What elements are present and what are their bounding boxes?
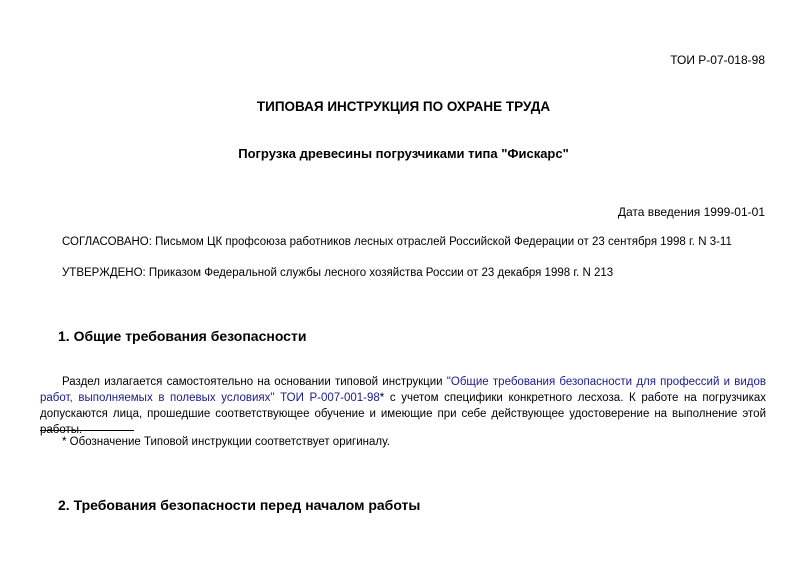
approved-line: УТВЕРЖДЕНО: Приказом Федеральной службы лесного хозяйства России от 23 декабря 1998 г. N 213 xyxy=(62,267,614,279)
instruction-link[interactable]: "Общие требования безопасности для профессий и видов работ, выполняемых в полевых условиях" ТОИ Р-007-001-98 xyxy=(40,376,766,404)
section-1-heading: 1. Общие требования безопасности xyxy=(58,328,307,344)
effective-date: Дата введения 1999-01-01 xyxy=(617,205,765,219)
paragraph-text-start: Раздел излагается самостоятельно на основании типовой инструкции xyxy=(62,376,447,388)
footnote: * Обозначение Типовой инструкции соответствует оригиналу. xyxy=(62,436,390,448)
document-code: ТОИ Р-07-018-98 xyxy=(670,53,765,67)
paragraph-text-end: * с учетом специфики конкретного лесхоза. К работе на погрузчиках допускаются лица, прошедшие соответствующее обучение и имеющие при себе действующее удостоверение на выполнение этой работы. xyxy=(40,392,766,436)
section-1-paragraph xyxy=(40,374,766,438)
footnote-divider xyxy=(40,430,134,431)
document-subtitle: Погрузка древесины погрузчиками типа "Фискарс" xyxy=(238,146,569,161)
document-title: ТИПОВАЯ ИНСТРУКЦИЯ ПО ОХРАНЕ ТРУДА xyxy=(256,99,551,114)
section-2-heading: 2. Требования безопасности перед началом работы xyxy=(58,497,421,513)
agreed-line: СОГЛАСОВАНО: Письмом ЦК профсоюза работников лесных отраслей Российской Федерации от 23 сентября 1998 г. N 3-11 xyxy=(62,236,732,248)
